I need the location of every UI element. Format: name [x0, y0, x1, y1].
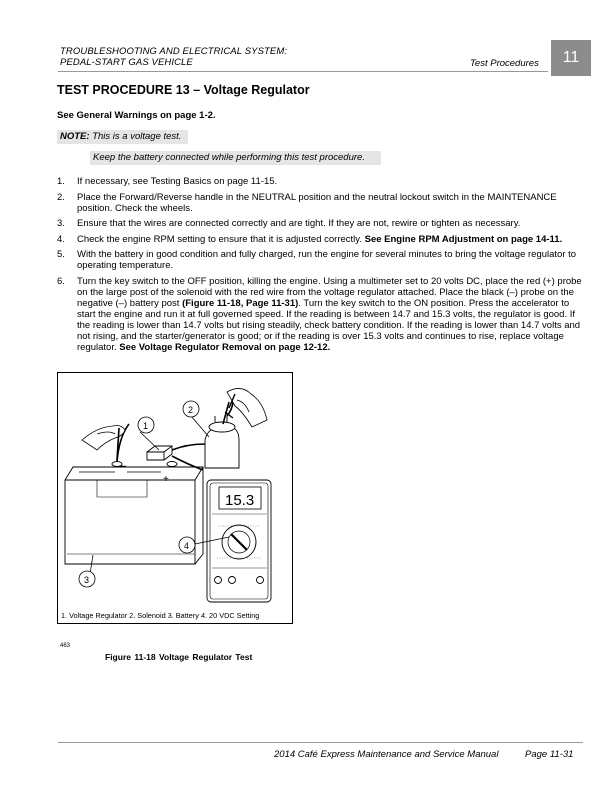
- header-line-1: TROUBLESHOOTING AND ELECTRICAL SYSTEM:: [60, 46, 288, 57]
- step-number: 1.: [57, 176, 65, 187]
- step-number: 4.: [57, 233, 65, 245]
- step-text: Place the Forward/Reverse handle in the NEUTRAL position and the neutral lockout switch in the MAINTENANCE position. Check the wheels.: [77, 191, 557, 214]
- step-number: 5.: [57, 249, 65, 260]
- section-name: Test Procedures: [470, 58, 539, 69]
- note-box: [57, 130, 188, 144]
- step-text: Ensure that the wires are connected correctly and are tight. If they are not, rewire or tighten as necessary.: [77, 218, 521, 229]
- footer-rule: [58, 742, 583, 743]
- list-item: [57, 192, 582, 214]
- chapter-tab: 11: [551, 40, 591, 76]
- step-number: 2.: [57, 191, 65, 203]
- polarity-plus: +: [163, 474, 169, 485]
- note-label: NOTE:: [60, 131, 90, 142]
- list-item: [57, 218, 582, 229]
- step-number: 6.: [57, 275, 65, 287]
- list-item: [57, 249, 582, 271]
- step-number: 3.: [57, 218, 65, 229]
- figure-id: 463: [60, 643, 71, 649]
- callout-1: 1: [143, 421, 149, 431]
- callout-2: 2: [188, 405, 194, 415]
- callout-3: 3: [84, 575, 90, 585]
- meter-reading: 15.3: [225, 492, 255, 509]
- list-item: [57, 276, 582, 353]
- header-rule: [58, 71, 548, 72]
- footer-manual-title: 2014 Café Express Maintenance and Service Manual: [274, 749, 499, 760]
- step-text: If necessary, see Testing Basics on page 11-15.: [77, 176, 278, 187]
- callout-4: 4: [184, 541, 190, 551]
- header-line-2: PEDAL-START GAS VEHICLE: [60, 57, 193, 68]
- page-number: Page 11-31: [525, 749, 574, 760]
- voltage-regulator-illustration: [57, 372, 293, 624]
- cross-reference: See Voltage Regulator Removal on page 12-12.: [119, 341, 331, 353]
- step-text: Turn the key switch to the OFF position, killing the engine. Using a multimeter set to 20 volts DC, place the red (+) probe on the large post of the solenoid with the red wire from the voltage regulator attached. Place the black (–) probe on the negative (–) battery post (Figure 11-18, Page 11-31). Turn the key switch to the ON position. Press the accelerator to start the engine and run it at full governed speed. If the reading is between 14.7 and 15.3 volts, the regulator is good. If the reading is lower than 14.7 volts but rising steadily, check battery condition. If the reading is lower than 14.7 volts and not rising, and the starter/generator is good; or if the reading is over 15.3 volts and continues to rise, replace voltage regulator. See Voltage Regulator Removal on page 12-12.: [77, 275, 582, 353]
- regulator-drawing: [147, 446, 172, 460]
- list-item: [57, 176, 582, 187]
- page-title: TEST PROCEDURE 13 – Voltage Regulator: [57, 83, 310, 97]
- list-item: [57, 234, 582, 245]
- procedure-steps: [57, 176, 582, 357]
- running-header: [60, 46, 287, 68]
- cross-reference: See Engine RPM Adjustment on page 14-11.: [364, 233, 563, 245]
- step-text: Check the engine RPM setting to ensure that it is adjusted correctly. See Engine RPM Adjustment on page 14-11.: [77, 233, 563, 245]
- note-detail: Keep the battery connected while performing this test procedure.: [90, 151, 381, 165]
- step-text: With the battery in good condition and fully charged, run the engine for several minutes to bring the voltage regulator to operating temperature.: [77, 249, 577, 271]
- figure-reference: (Figure 11-18, Page 11-31): [182, 297, 299, 309]
- figure-legend: 1. Voltage Regulator 2. Solenoid 3. Battery 4. 20 VDC Setting: [61, 611, 260, 620]
- general-warnings-ref: See General Warnings on page 1-2.: [57, 110, 216, 121]
- figure-title: Figure 11-18 Voltage Regulator Test: [105, 652, 253, 662]
- note-text: This is a voltage test.: [92, 131, 182, 142]
- polarity-minus: –: [120, 460, 127, 472]
- solenoid-drawing: [205, 416, 239, 468]
